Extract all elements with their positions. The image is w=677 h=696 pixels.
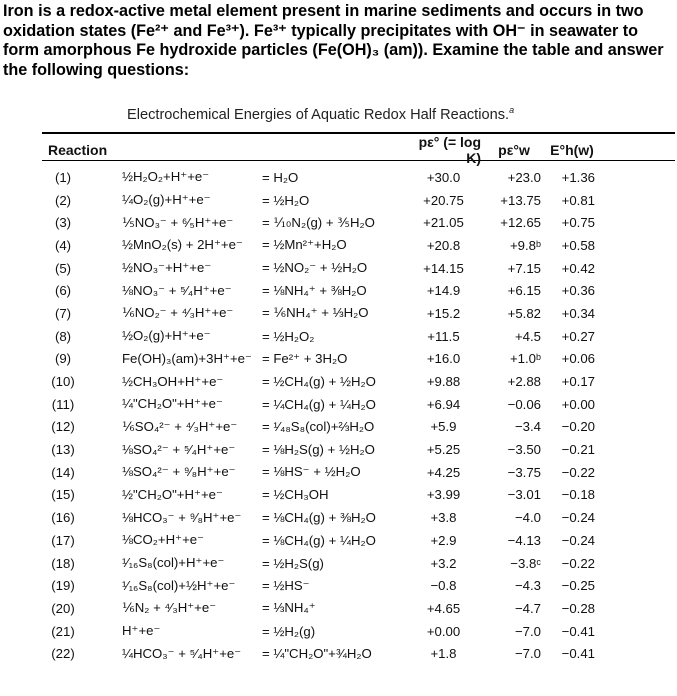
table-row [42,234,601,257]
table-row [42,506,601,529]
table-row [42,257,601,280]
table-row [42,642,601,665]
reaction-number: (4) [54,237,72,253]
table-row [42,189,601,212]
eh-value: +0.06 [561,351,595,367]
reaction-reactants: ⅛SO₄²⁻ + ⁹⁄₈H⁺+e⁻ [122,464,236,480]
reaction-number: (8) [54,328,72,344]
reaction-reactants: ½O₂(g)+H⁺+e⁻ [122,328,211,344]
eh-value: +0.75 [561,215,595,231]
reaction-number: (9) [54,351,72,367]
reaction-reactants: ¹⁄₁₆S₈(col)+H⁺+e⁻ [122,555,225,571]
eh-value: −0.20 [561,419,595,435]
pew-value: +7.15 [507,260,541,276]
table-body [42,166,601,665]
reaction-products: = Fe²⁺ + 3H₂O [262,350,348,366]
eh-value: −0.21 [561,442,595,458]
reaction-products: = ⅛NH₄⁺ + ⅜H₂O [262,282,367,298]
reaction-reactants: ⅙NO₂⁻ + ⁴⁄₃H⁺+e⁻ [122,305,234,321]
eh-value: +0.58 [561,237,595,253]
reaction-number: (15) [51,487,75,503]
eh-value: −0.41 [561,623,595,639]
pe-value: +0.00 [426,623,461,639]
reaction-products: = ¼CH₄(g) + ¼H₂O [262,396,376,412]
eh-value: +0.42 [561,260,595,276]
pew-value: −3.75 [507,464,541,480]
pe-value: +3.2 [430,555,457,571]
eh-value: −0.25 [561,578,595,594]
header-reaction: Reaction [48,142,108,158]
pew-value: −3.50 [507,442,541,458]
reaction-reactants: ⅛HCO₃⁻ + ⁹⁄₈H⁺+e⁻ [122,509,242,525]
redox-table [42,134,601,665]
pew-value: +5.82 [507,305,541,321]
pe-value: +14.15 [423,260,464,276]
reaction-number: (22) [51,646,75,662]
eh-value: −0.41 [561,646,595,662]
reaction-reactants: ½"CH₂O"+H⁺+e⁻ [122,486,223,502]
reaction-number: (11) [51,396,75,412]
reaction-products: = ½HS⁻ [262,577,310,593]
pe-value: +11.5 [427,328,460,344]
pe-value: +9.88 [426,374,461,390]
reaction-number: (14) [51,464,75,480]
reaction-products: = ⅒N₂(g) + ⅗H₂O [262,214,375,230]
table-row [42,370,601,393]
reaction-products: = ⅛H₂S(g) + ½H₂O [262,442,375,458]
pew-value: −4.3 [514,578,541,594]
reaction-reactants: ¹⁄₁₆S₈(col)+½H⁺+e⁻ [122,577,236,593]
pew-value: −4.13 [507,532,541,548]
table-row [42,348,601,371]
table-row [42,597,601,620]
pew-value: +6.15 [507,283,541,299]
eh-value: +0.81 [561,192,595,208]
pe-value: +30.0 [426,169,461,185]
pew-value: +12.65 [500,215,541,231]
pe-value: +1.8 [430,646,457,662]
table-row [42,574,601,597]
table-header-row [42,134,601,166]
reaction-products: = ½H₂O [262,192,310,208]
eh-value: +0.36 [561,283,595,299]
pew-value: −0.06 [507,396,541,412]
reaction-number: (18) [51,555,75,571]
pe-value: +20.75 [423,192,464,208]
reaction-number: (13) [51,442,75,458]
reaction-number: (16) [51,510,75,526]
reaction-products: = ½H₂O₂ [262,328,315,344]
reaction-reactants: ½NO₃⁻+H⁺+e⁻ [122,260,212,276]
reaction-products: = ½CH₄(g) + ½H₂O [262,374,376,390]
table-row [42,325,601,348]
table-row [42,620,601,643]
pe-value: +5.9 [430,419,457,435]
pew-value: −3.01 [507,487,541,503]
reaction-products: = ½H₂(g) [262,623,316,639]
reaction-products: = ⅙NH₄⁺ + ⅓H₂O [262,305,369,321]
reaction-products: = ½H₂S(g) [262,555,324,571]
eh-value: −0.28 [561,600,595,616]
pew-value: −7.0 [514,623,541,639]
reaction-number: (5) [54,260,72,276]
pe-value: −0.8 [430,578,457,594]
pe-value: +3.99 [426,487,461,503]
reaction-reactants: ¼O₂(g)+H⁺+e⁻ [122,192,211,208]
table-row [42,484,601,507]
header-pew: pε°w [498,142,530,158]
table-caption [127,105,514,123]
reaction-products: = ⅓NH₄⁺ [262,600,316,616]
reaction-reactants: ⅛CO₂+H⁺+e⁻ [122,532,205,548]
reaction-number: (3) [54,215,72,231]
table-row [42,416,601,439]
reaction-reactants: ⅙N₂ + ⁴⁄₃H⁺+e⁻ [122,600,217,616]
reaction-products: = H₂O [262,169,299,185]
header-eh: E°h(w) [550,142,594,158]
reaction-number: (21) [51,623,75,639]
pe-value: +15.2 [426,305,461,321]
reaction-number: (19) [51,578,75,594]
reaction-reactants: H⁺+e⁻ [122,623,161,639]
eh-value: −0.22 [561,464,595,480]
table-caption-text: Electrochemical Energies of Aquatic Redox Half Reactions. [127,106,510,123]
reaction-products: = ½NO₂⁻ + ½H₂O [262,260,368,276]
reaction-reactants: ¼HCO₃⁻ + ⁵⁄₄H⁺+e⁻ [122,645,242,661]
pew-value: +13.75 [500,192,541,208]
pe-value: +2.9 [430,532,457,548]
pew-value: +9.8ᵇ [509,237,541,253]
reaction-products: = ⅛HS⁻ + ½H₂O [262,464,361,480]
header-spacer [262,134,402,166]
pe-value: +4.65 [426,600,461,616]
reaction-number: (1) [54,169,72,185]
pew-value: −4.0 [514,510,541,526]
pew-value: −3.8ᶜ [510,555,541,571]
reaction-number: (2) [54,192,72,208]
reaction-reactants: ⅙SO₄²⁻ + ⁴⁄₃H⁺+e⁻ [122,418,238,434]
eh-value: −0.18 [561,487,595,503]
pe-value: +20.8 [426,237,461,253]
eh-value: −0.22 [561,555,595,571]
pew-value: +2.88 [507,374,541,390]
eh-value: +0.17 [561,374,595,390]
table-row [42,211,601,234]
reaction-number: (12) [51,419,75,435]
eh-value: +0.27 [561,328,595,344]
pe-value: +16.0 [426,351,461,367]
reaction-number: (10) [51,374,75,390]
pew-value: +1.0ᵇ [509,351,541,367]
pe-value: +6.94 [426,396,461,412]
eh-value: +1.36 [561,169,595,185]
pe-value: +14.9 [426,283,461,299]
reaction-reactants: Fe(OH)₃(am)+3H⁺+e⁻ [122,350,252,366]
reaction-products: = ¼"CH₂O"+¾H₂O [262,646,372,662]
eh-value: +0.34 [561,305,595,321]
reaction-products: = ⅛CH₄(g) + ¼H₂O [262,532,376,548]
pew-value: +4.5 [514,328,541,344]
pe-value: +5.25 [426,442,461,458]
header-pe: pε° (= log K) [418,134,481,166]
pe-value: +4.25 [426,464,461,480]
pe-value: +3.8 [430,510,457,526]
reaction-products: = ⅛CH₄(g) + ⅜H₂O [262,510,376,526]
reaction-reactants: ½MnO₂(s) + 2H⁺+e⁻ [122,237,243,253]
table-row [42,461,601,484]
question-intro: Iron is a redox-active metal element present in marine sediments and occurs in two oxidation states (Fe²⁺ and Fe³⁺). Fe³⁺ typically precipitates with OH⁻ in seawater to form amorphous Fe hydroxide particles (Fe(OH)₃ (am)). Examine the table and answer the following questions: [3,2,664,79]
pew-value: −7.0 [514,646,541,662]
reaction-number: (17) [51,532,75,548]
reaction-products: = ½Mn²⁺+H₂O [262,237,347,253]
reaction-products: = ¹⁄₄₈S₈(col)+⅔H₂O [262,419,375,435]
reaction-reactants: ⅕NO₃⁻ + ⁶⁄₅H⁺+e⁻ [122,214,234,230]
reaction-number: (7) [54,305,72,321]
eh-value: +0.00 [561,396,595,412]
eh-value: −0.24 [561,532,595,548]
reaction-products: = ½CH₃OH [262,487,329,503]
reaction-reactants: ½H₂O₂+H⁺+e⁻ [122,169,210,185]
table-row [42,393,601,416]
reaction-reactants: ½CH₃OH+H⁺+e⁻ [122,373,224,389]
table-row [42,529,601,552]
reaction-number: (20) [51,600,75,616]
reaction-number: (6) [54,283,72,299]
table-row [42,166,601,189]
table-row [42,552,601,575]
reaction-reactants: ⅛NO₃⁻ + ⁵⁄₄H⁺+e⁻ [122,282,232,298]
reaction-reactants: ⅛SO₄²⁻ + ⁵⁄₄H⁺+e⁻ [122,441,236,457]
table-row [42,438,601,461]
table-row [42,279,601,302]
pe-value: +21.05 [423,215,464,231]
eh-value: −0.24 [561,510,595,526]
reaction-reactants: ¼"CH₂O"+H⁺+e⁻ [122,396,223,412]
table-row [42,302,601,325]
caption-footnote-marker: a [509,105,515,115]
pew-value: +23.0 [507,169,541,185]
pew-value: −4.7 [514,600,541,616]
pew-value: −3.4 [514,419,541,435]
